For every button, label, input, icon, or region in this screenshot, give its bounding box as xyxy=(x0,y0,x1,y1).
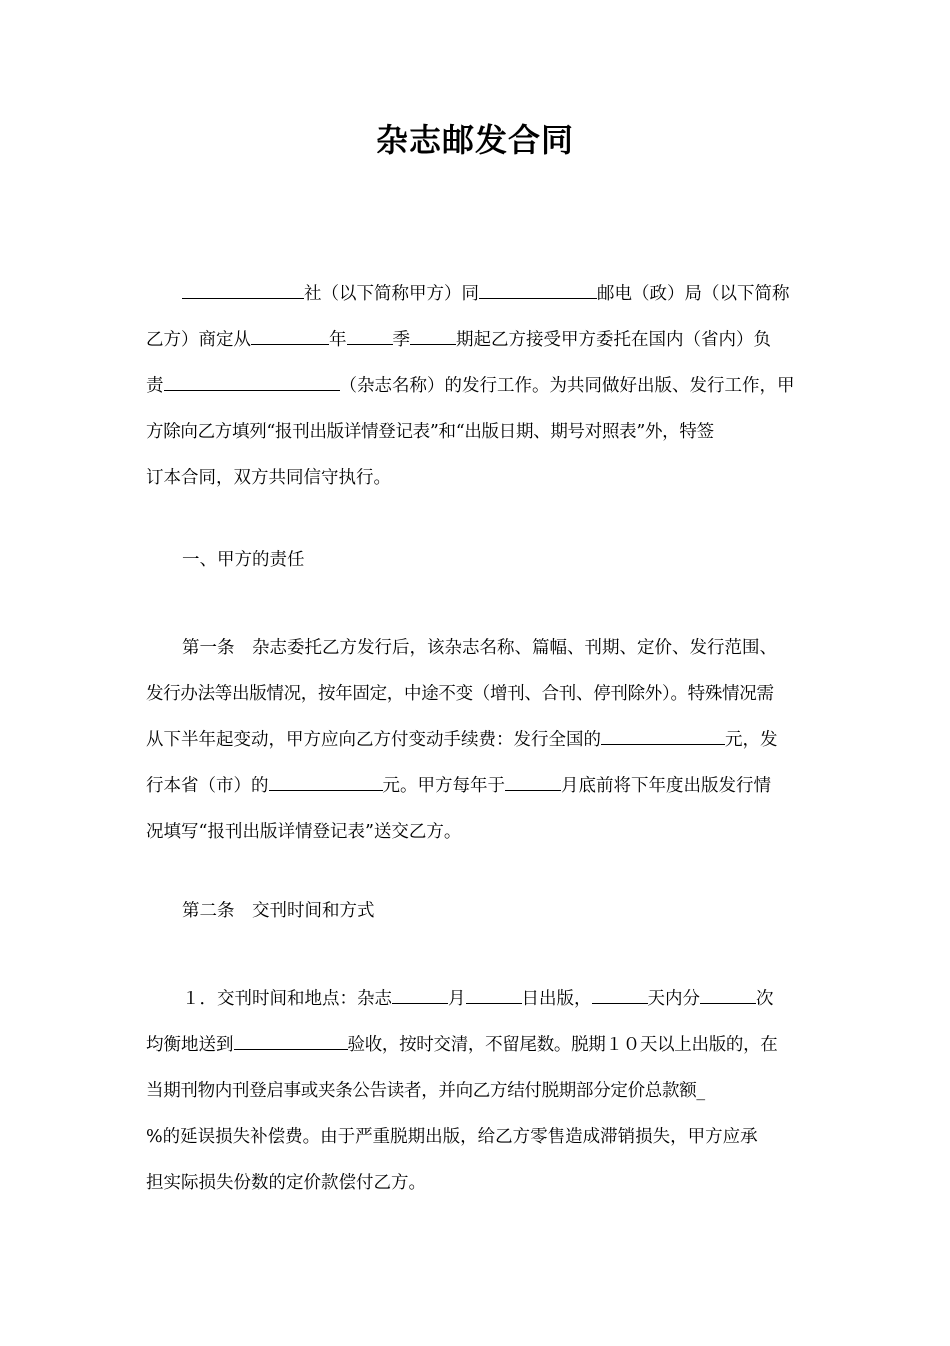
article1-text-4: 元，发 xyxy=(725,730,778,750)
intro-text-4: 年 xyxy=(329,330,347,350)
clause1-text-2: 月 xyxy=(448,989,466,1009)
article1-text-3: 从下半年起变动，甲方应向乙方付变动手续费：发行全国的 xyxy=(146,730,601,750)
article1-text-7: 月底前将下年度出版发行情 xyxy=(561,776,771,796)
document-title: 杂志邮发合同 xyxy=(375,121,574,159)
intro-text-9: 方除向乙方填列“报刊出版详情登记表”和“出版日期、期号对照表”外，特签 xyxy=(146,422,714,442)
article1-text-1: 第一条 杂志委托乙方发行后，该杂志名称、篇幅、刊期、定价、发行范围、 xyxy=(182,638,777,658)
national-fee-blank xyxy=(601,726,725,745)
clause1-text-7: 验收，按时交清，不留尾数。脱期１０天以上出版的，在 xyxy=(347,1035,778,1055)
intro-paragraph xyxy=(146,271,808,501)
article1-text-2: 发行办法等出版情况，按年固定，中途不变（增刊、合刊、停刊除外）。特殊情况需 xyxy=(146,684,774,704)
clause1-text-6: 均衡地送到 xyxy=(146,1035,234,1055)
intro-text-10: 订本合同，双方共同信守执行。 xyxy=(146,468,391,488)
magazine-name-blank xyxy=(164,372,340,391)
clause1-text-8: 当期刊物内刊登启事或夹条公告读者，并向乙方结付脱期部分定价总款额_ xyxy=(146,1081,705,1101)
article1-paragraph xyxy=(146,625,808,855)
article1-text-6: 元。甲方每年于 xyxy=(382,776,505,796)
article1-text-5: 行本省（市）的 xyxy=(146,776,269,796)
clause1-text-5: 次 xyxy=(756,989,774,1009)
intro-text-7: 责 xyxy=(146,376,164,396)
times-blank xyxy=(700,985,756,1004)
intro-text-2: 邮电（政）局（以下简称 xyxy=(597,284,790,304)
post-office-blank xyxy=(479,280,597,299)
season-blank xyxy=(347,326,393,345)
delivery-place-blank xyxy=(234,1031,348,1050)
intro-text-3: 乙方）商定从 xyxy=(146,330,251,350)
days-blank xyxy=(592,985,648,1004)
clause1-text-4: 天内分 xyxy=(647,989,700,1009)
provincial-fee-blank xyxy=(269,772,383,791)
year-blank xyxy=(251,326,329,345)
publisher-blank xyxy=(182,280,304,299)
intro-text-5: 季 xyxy=(392,330,410,350)
intro-text-6: 期起乙方接受甲方委托在国内（省内）负 xyxy=(456,330,771,350)
delivery-month-blank xyxy=(392,985,448,1004)
clause1-text-9: %的延误损失补偿费。由于严重脱期出版，给乙方零售造成滞销损失，甲方应承 xyxy=(146,1127,758,1147)
delivery-day-blank xyxy=(466,985,522,1004)
section1-heading: 一、甲方的责任 xyxy=(182,550,305,570)
clause1-paragraph xyxy=(146,976,808,1206)
clause1-text-10: 担实际损失份数的定价款偿付乙方。 xyxy=(146,1173,426,1193)
month-blank xyxy=(505,772,561,791)
clause1-text-3: 日出版， xyxy=(521,989,592,1009)
intro-text-8: （杂志名称）的发行工作。为共同做好出版、发行工作，甲 xyxy=(339,376,795,396)
clause1-text-1: １．交刊时间和地点：杂志 xyxy=(182,989,392,1009)
article1-text-8: 况填写“报刊出版详情登记表”送交乙方。 xyxy=(146,822,462,842)
issue-blank xyxy=(410,326,456,345)
article2-heading: 第二条 交刊时间和方式 xyxy=(182,901,375,921)
intro-text-1: 社（以下简称甲方）同 xyxy=(304,284,479,304)
